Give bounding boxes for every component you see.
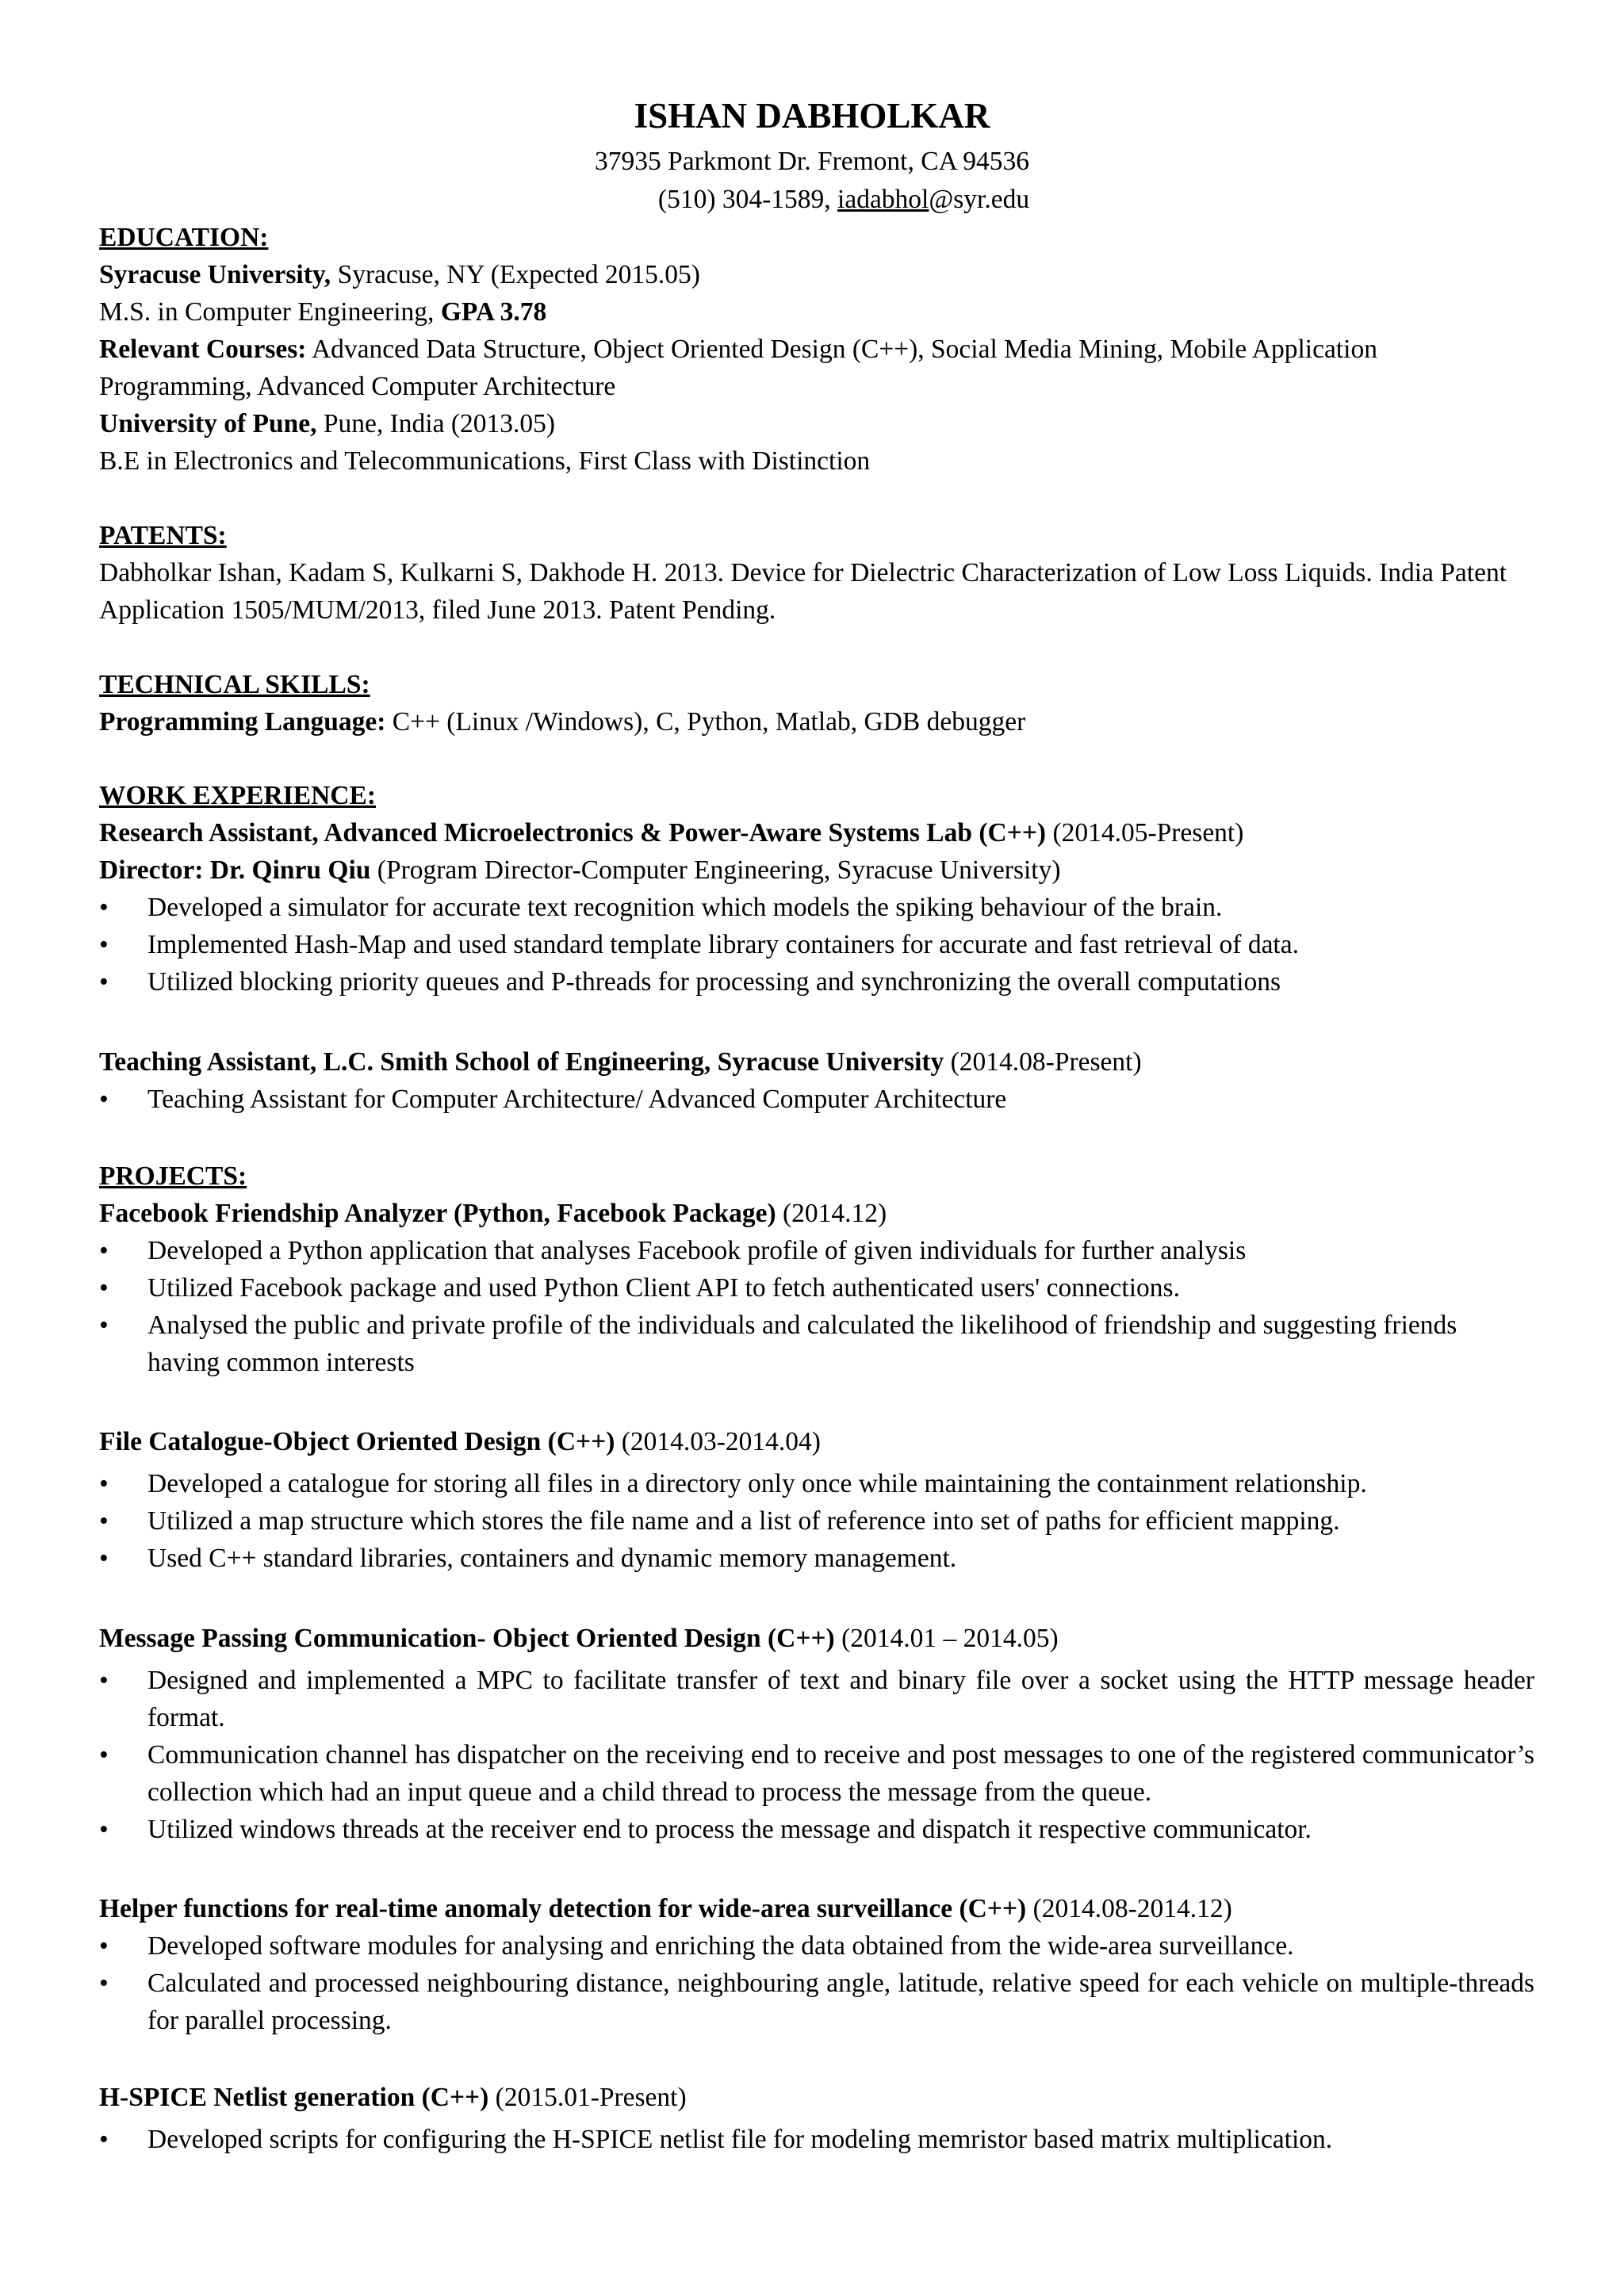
- list-item: • Utilized a map structure which stores the file name and a list of reference into set of paths for efficient mapping.: [99, 1502, 1534, 1540]
- degree-2: B.E in Electronics and Telecommunications, First Class with Distinction: [99, 446, 871, 476]
- project-2-bullets: [99, 1465, 1534, 1577]
- programming-languages: Programming Language: C++ (Linux /Windows), C, Python, Matlab, GDB debugger: [99, 707, 1026, 737]
- project-2: [99, 1423, 1534, 1577]
- project-2-title: File Catalogue-Object Oriented Design (C++) (2014.03-2014.04): [99, 1427, 821, 1456]
- job-1-bullets: [99, 889, 1534, 1001]
- project-3: [99, 1620, 1534, 1848]
- list-item: • Communication channel has dispatcher on the receiving end to receive and post messages to one of the registered communicator’s collection which had an input queue and a child thread to process the message from the queue.: [99, 1736, 1534, 1811]
- patents-section: [99, 517, 1534, 629]
- job-1-director: Director: Dr. Qinru Qiu (Program Director-Computer Engineering, Syracuse University): [99, 855, 1061, 885]
- list-item: • Utilized Facebook package and used Python Client API to fetch authenticated users' connections.: [99, 1269, 1534, 1307]
- list-item: • Used C++ standard libraries, containers and dynamic memory management.: [99, 1540, 1534, 1577]
- job-2-title: Teaching Assistant, L.C. Smith School of Engineering, Syracuse University (2014.08-Present): [99, 1047, 1142, 1077]
- list-item: • Developed a catalogue for storing all files in a directory only once while maintaining the containment relationship.: [99, 1465, 1534, 1502]
- projects-section: [99, 1158, 1534, 1381]
- school-2: University of Pune, Pune, India (2013.05): [99, 409, 556, 438]
- project-3-bullets: [99, 1662, 1534, 1848]
- gpa: GPA 3.78: [440, 297, 547, 327]
- project-5-bullets: [99, 2121, 1534, 2158]
- education-section: [99, 219, 1534, 480]
- skills-section: [99, 666, 1534, 740]
- list-item: • Utilized windows threads at the receiver end to process the message and dispatch it respective communicator.: [99, 1811, 1534, 1848]
- list-item: • Teaching Assistant for Computer Architecture/ Advanced Computer Architecture: [99, 1081, 1534, 1118]
- list-item: • Utilized blocking priority queues and P-threads for processing and synchronizing the overall computations: [99, 963, 1534, 1001]
- project-4-title: Helper functions for real-time anomaly detection for wide-area surveillance (C++) (2014.08-2014.12): [99, 1894, 1232, 1923]
- list-item: • Analysed the public and private profile of the individuals and calculated the likelihood of friendship and suggesting friends having common interests: [99, 1307, 1534, 1381]
- email-link[interactable]: iadabhol: [837, 185, 929, 214]
- project-3-title: Message Passing Communication- Object Oriented Design (C++) (2014.01 – 2014.05): [99, 1624, 1059, 1653]
- projects-heading: PROJECTS:: [99, 1161, 247, 1191]
- contact-line: [32, 181, 1624, 218]
- project-5: [99, 2079, 1534, 2158]
- job-2: [99, 1043, 1534, 1118]
- patents-heading: PATENTS:: [99, 521, 227, 550]
- list-item: • Developed software modules for analysing and enriching the data obtained from the wide-area surveillance.: [99, 1927, 1534, 1965]
- work-heading: WORK EXPERIENCE:: [99, 781, 376, 810]
- list-item: • Calculated and processed neighbouring distance, neighbouring angle, latitude, relative speed for each vehicle on multiple-threads for parallel processing.: [99, 1965, 1534, 2039]
- candidate-name: ISHAN DABHOLKAR: [634, 96, 990, 136]
- email-domain: @syr.edu: [929, 185, 1030, 214]
- list-item: • Designed and implemented a MPC to facilitate transfer of text and binary file over a socket using the HTTP message header format.: [99, 1662, 1534, 1736]
- job-1-title: Research Assistant, Advanced Microelectronics & Power-Aware Systems Lab (C++) (2014.05-Present): [99, 818, 1244, 848]
- address: 37935 Parkmont Dr. Fremont, CA 94536: [594, 147, 1030, 176]
- relevant-courses: Relevant Courses: Advanced Data Structure, Object Oriented Design (C++), Social Media Mining, Mobile Application Programming, Advanced Computer Architecture: [99, 335, 1377, 401]
- project-1-title: Facebook Friendship Analyzer (Python, Facebook Package) (2014.12): [99, 1199, 887, 1228]
- list-item: • Developed scripts for configuring the H-SPICE netlist file for modeling memristor based matrix multiplication.: [99, 2121, 1534, 2158]
- patent-text: Dabholkar Ishan, Kadam S, Kulkarni S, Dakhode H. 2013. Device for Dielectric Characterization of Low Loss Liquids. India Patent Application 1505/MUM/2013, filed June 2013. Patent Pending.: [99, 558, 1507, 625]
- work-section: [99, 777, 1534, 1001]
- phone: (510) 304-1589,: [657, 185, 838, 214]
- list-item: • Developed a Python application that analyses Facebook profile of given individuals for further analysis: [99, 1232, 1534, 1269]
- project-1-bullets: [99, 1232, 1534, 1381]
- project-5-title: H-SPICE Netlist generation (C++) (2015.01-Present): [99, 2083, 687, 2112]
- list-item: • Developed a simulator for accurate text recognition which models the spiking behaviour of the brain.: [99, 889, 1534, 926]
- degree-1: M.S. in Computer Engineering, GPA 3.78: [99, 297, 547, 327]
- list-item: • Implemented Hash-Map and used standard template library containers for accurate and fast retrieval of data.: [99, 926, 1534, 963]
- school-1: Syracuse University, Syracuse, NY (Expected 2015.05): [99, 260, 700, 289]
- education-heading: EDUCATION:: [99, 223, 269, 252]
- skills-heading: TECHNICAL SKILLS:: [99, 670, 370, 699]
- project-4: [99, 1890, 1534, 2039]
- job-2-bullets: [99, 1081, 1534, 1118]
- project-4-bullets: [99, 1927, 1534, 2039]
